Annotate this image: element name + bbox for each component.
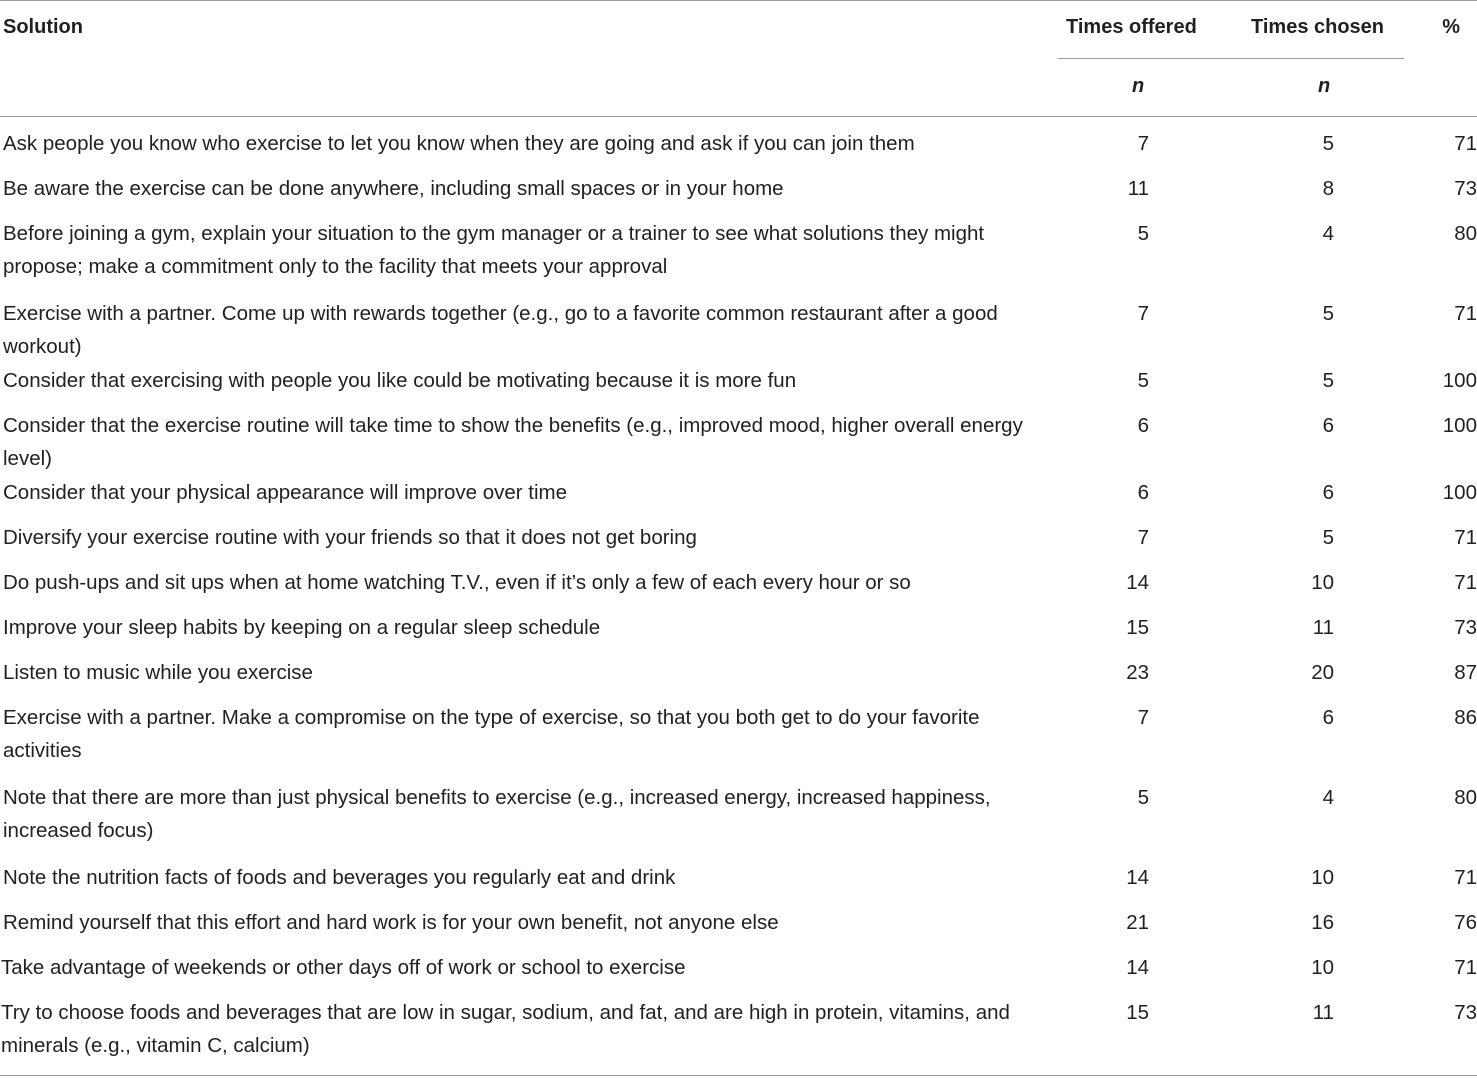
cell-times-chosen: 11 bbox=[1312, 1001, 1334, 1024]
cell-times-chosen: 5 bbox=[1322, 369, 1334, 392]
cell-percent: 76 bbox=[1454, 911, 1477, 934]
cell-times-chosen: 5 bbox=[1322, 302, 1334, 325]
cell-percent: 73 bbox=[1454, 1001, 1477, 1024]
cell-times-offered: 14 bbox=[1126, 571, 1149, 594]
cell-times-offered: 5 bbox=[1137, 786, 1149, 809]
cell-solution: Before joining a gym, explain your situation to the gym manager or a trainer to see what solutions they might propose; make a commitment only to the facility that meets your approval bbox=[3, 222, 985, 278]
cell-times-offered: 15 bbox=[1126, 616, 1149, 639]
cell-times-offered: 14 bbox=[1126, 866, 1149, 889]
cell-times-offered: 7 bbox=[1137, 706, 1149, 729]
cell-times-chosen: 11 bbox=[1312, 616, 1334, 639]
cell-times-chosen: 10 bbox=[1311, 571, 1334, 594]
cell-percent: 71 bbox=[1454, 302, 1477, 325]
cell-times-chosen: 20 bbox=[1311, 661, 1334, 684]
cell-times-chosen: 6 bbox=[1322, 414, 1334, 437]
cell-solution: Be aware the exercise can be done anywhere, including small spaces or in your home bbox=[3, 177, 784, 200]
cell-times-chosen: 6 bbox=[1322, 706, 1334, 729]
cell-times-offered: 5 bbox=[1137, 222, 1149, 245]
cell-solution: Take advantage of weekends or other days off of work or school to exercise bbox=[1, 956, 686, 979]
cell-percent: 73 bbox=[1454, 616, 1477, 639]
cell-times-chosen: 6 bbox=[1322, 481, 1334, 504]
cell-times-offered: 7 bbox=[1137, 132, 1149, 155]
cell-percent: 71 bbox=[1454, 132, 1477, 155]
cell-solution: Improve your sleep habits by keeping on a regular sleep schedule bbox=[3, 616, 601, 639]
cell-times-offered: 11 bbox=[1127, 177, 1149, 200]
cell-percent: 73 bbox=[1454, 177, 1477, 200]
cell-times-offered: 6 bbox=[1137, 414, 1149, 437]
header-bottom-rule bbox=[0, 116, 1477, 117]
header-percent: % bbox=[1442, 16, 1460, 38]
cell-percent: 80 bbox=[1454, 222, 1477, 245]
cell-times-chosen: 5 bbox=[1322, 526, 1334, 549]
cell-percent: 100 bbox=[1442, 369, 1477, 392]
cell-times-offered: 7 bbox=[1137, 526, 1149, 549]
cell-solution: Consider that exercising with people you like could be motivating because it is more fun bbox=[3, 369, 797, 392]
cell-solution: Consider that your physical appearance will improve over time bbox=[3, 481, 568, 504]
header-times-offered: Times offered bbox=[1066, 16, 1197, 38]
cell-percent: 87 bbox=[1454, 661, 1477, 684]
cell-percent: 71 bbox=[1454, 866, 1477, 889]
header-times-chosen: Times chosen bbox=[1251, 16, 1385, 38]
cell-times-offered: 5 bbox=[1137, 369, 1149, 392]
header-subrule bbox=[1058, 58, 1404, 59]
header-chosen-n: n bbox=[1318, 75, 1331, 97]
cell-times-chosen: 16 bbox=[1311, 911, 1334, 934]
cell-solution: Do push-ups and sit ups when at home watching T.V., even if it’s only a few of each every hour or so bbox=[3, 571, 911, 594]
cell-percent: 71 bbox=[1454, 526, 1477, 549]
cell-percent: 71 bbox=[1454, 571, 1477, 594]
cell-times-chosen: 10 bbox=[1311, 956, 1334, 979]
cell-times-chosen: 4 bbox=[1322, 786, 1334, 809]
cell-times-offered: 7 bbox=[1137, 302, 1149, 325]
cell-times-offered: 15 bbox=[1126, 1001, 1149, 1024]
cell-solution: Ask people you know who exercise to let you know when they are going and ask if you can join them bbox=[3, 132, 915, 155]
cell-times-offered: 6 bbox=[1137, 481, 1149, 504]
cell-times-chosen: 4 bbox=[1322, 222, 1334, 245]
cell-percent: 80 bbox=[1454, 786, 1477, 809]
cell-times-chosen: 5 bbox=[1322, 132, 1334, 155]
cell-solution: Note the nutrition facts of foods and beverages you regularly eat and drink bbox=[3, 866, 676, 889]
bottom-rule bbox=[0, 1075, 1477, 1076]
cell-solution: Exercise with a partner. Make a compromise on the type of exercise, so that you both get to do your favorite activities bbox=[3, 706, 980, 762]
cell-percent: 86 bbox=[1454, 706, 1477, 729]
cell-solution: Diversify your exercise routine with your friends so that it does not get boring bbox=[3, 526, 697, 549]
cell-solution: Remind yourself that this effort and hard work is for your own benefit, not anyone else bbox=[3, 911, 779, 934]
cell-times-chosen: 10 bbox=[1311, 866, 1334, 889]
cell-percent: 100 bbox=[1442, 481, 1477, 504]
cell-times-offered: 14 bbox=[1126, 956, 1149, 979]
cell-solution: Try to choose foods and beverages that are low in sugar, sodium, and fat, and are high in protein, vitamins, and minerals (e.g., vitamin C, calcium) bbox=[1, 1001, 1010, 1057]
header-offered-n: n bbox=[1132, 75, 1145, 97]
cell-times-chosen: 8 bbox=[1322, 177, 1334, 200]
top-rule bbox=[0, 0, 1477, 1]
cell-times-offered: 21 bbox=[1126, 911, 1149, 934]
cell-solution: Exercise with a partner. Come up with rewards together (e.g., go to a favorite common restaurant after a good workout) bbox=[3, 302, 998, 358]
cell-solution: Listen to music while you exercise bbox=[3, 661, 313, 684]
cell-solution: Note that there are more than just physical benefits to exercise (e.g., increased energy, increased happiness, increased focus) bbox=[3, 786, 991, 842]
cell-times-offered: 23 bbox=[1126, 661, 1149, 684]
cell-solution: Consider that the exercise routine will take time to show the benefits (e.g., improved mood, higher overall energy level) bbox=[3, 414, 1023, 470]
cell-percent: 71 bbox=[1454, 956, 1477, 979]
cell-percent: 100 bbox=[1442, 414, 1477, 437]
header-solution: Solution bbox=[3, 16, 83, 38]
